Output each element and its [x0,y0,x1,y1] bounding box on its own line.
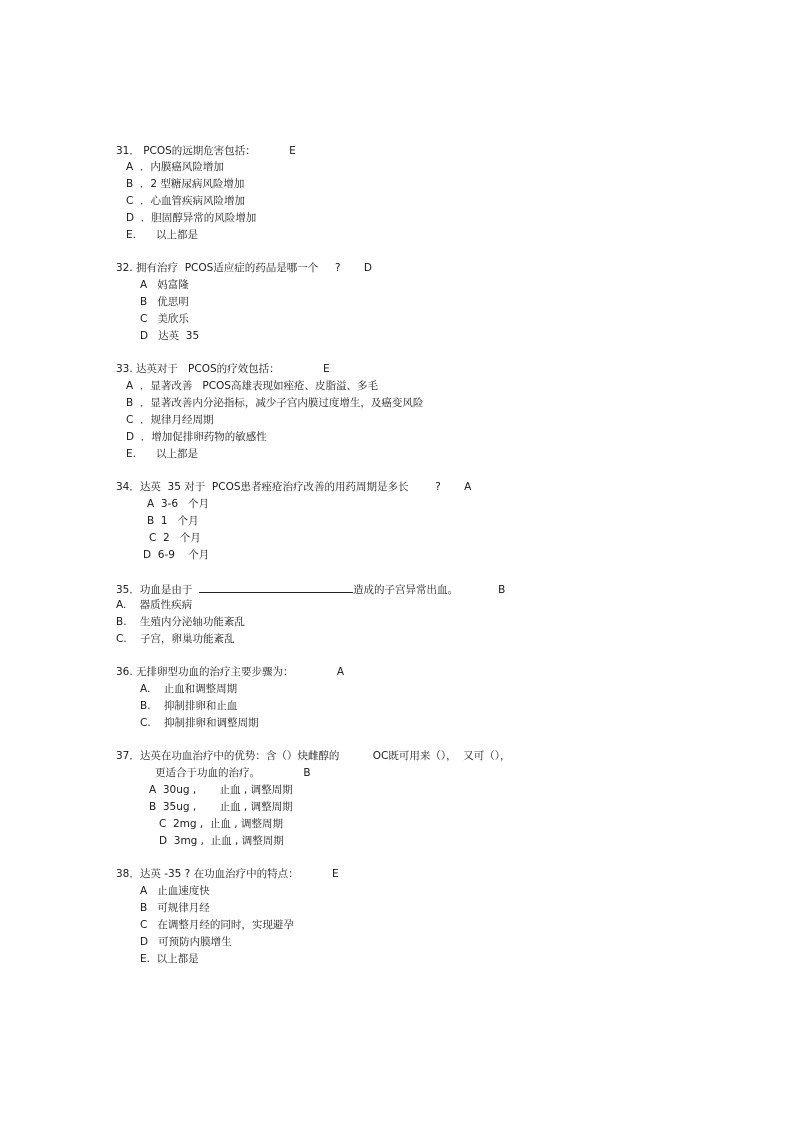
answer-option: B ．2 型糖尿病风险增加 [126,178,245,190]
answer-option: C 2 个月 [149,532,201,544]
answer-option: E. 以上都是 [126,229,198,241]
stem-after-blank: 造成的子宫异常出血。 B [353,584,506,596]
answer-option: A ．显著改善 PCOS高雄表现如痤疮、皮脂溢、多毛 [126,380,378,392]
answer-option: D 6-9 个月 [143,549,210,561]
answer-option: B. 生殖内分泌轴功能紊乱 [116,616,245,628]
answer-option: A 3-6 个月 [147,498,210,510]
question-stem: 33. 达英对于 PCOS的疗效包括： E [116,363,330,375]
answer-option: B 35ug , 止血 , 调整周期 [149,801,293,813]
answer-option: C 美欣乐 [140,313,189,325]
question-stem: 37．达英在功血治疗中的优势：含（）炔雌醇的 OC既可用来（）， 又可（）， [116,750,511,762]
answer-option: A 止血速度快 [140,885,210,897]
answer-option: A 30ug , 止血 , 调整周期 [149,784,293,796]
answer-option: C. 子宫，卵巢功能紊乱 [116,633,235,645]
answer-option: D ．增加促排卵药物的敏感性 [126,431,267,443]
question-stem: 38．达英 -35 ? 在功血治疗中的特点： E [116,868,339,880]
answer-option: C ．规律月经周期 [126,414,214,426]
question-stem: 31． PCOS的远期危害包括： E [116,145,296,157]
answer-option: E. 以上都是 [140,953,199,965]
answer-option: B 优思明 [140,296,189,308]
question-stem: 36. 无排卵型功血的治疗主要步骤为： A [116,666,345,678]
question-stem: 34．达英 35 对于 PCOS患者痤疮治疗改善的用药周期是多长 ? A [116,481,472,493]
question-stem: 32. 拥有治疗 PCOS适应症的药品是哪一个 ? D [116,262,373,274]
answer-option: B. 抑制排卵和止血 [140,700,238,712]
answer-option: B 1 个月 [147,515,199,527]
answer-option: C ．心血管疾病风险增加 [126,195,246,207]
answer-option: B 可规律月经 [140,902,210,914]
answer-option: E. 以上都是 [126,448,198,460]
answer-option: B ．显著改善内分泌指标，减少子宫内膜过度增生，及癌变风险 [126,397,424,409]
answer-option: D 可预防内膜增生 [140,936,232,948]
answer-option: D 达英 35 [140,330,200,342]
stem-before-blank: 35．功血是由于 [116,584,200,596]
answer-option: A ．内膜癌风险增加 [126,161,224,173]
answer-option: C. 抑制排卵和调整周期 [140,717,259,729]
question-stem [116,581,505,597]
answer-option: C 2mg , 止血 , 调整周期 [159,818,283,830]
answer-option: D ．胆固醇异常的风险增加 [126,212,257,224]
answer-option: A. 止血和调整周期 [140,683,238,695]
answer-option: A. 器质性疾病 [116,599,193,611]
fill-in-blank [199,581,353,593]
question-stem-continued: 更适合于功血的治疗。 B [155,767,311,779]
answer-option: A 妈富隆 [140,279,189,291]
answer-option: D 3mg , 止血 , 调整周期 [159,835,284,847]
answer-option: C 在调整月经的同时，实现避孕 [140,919,294,931]
